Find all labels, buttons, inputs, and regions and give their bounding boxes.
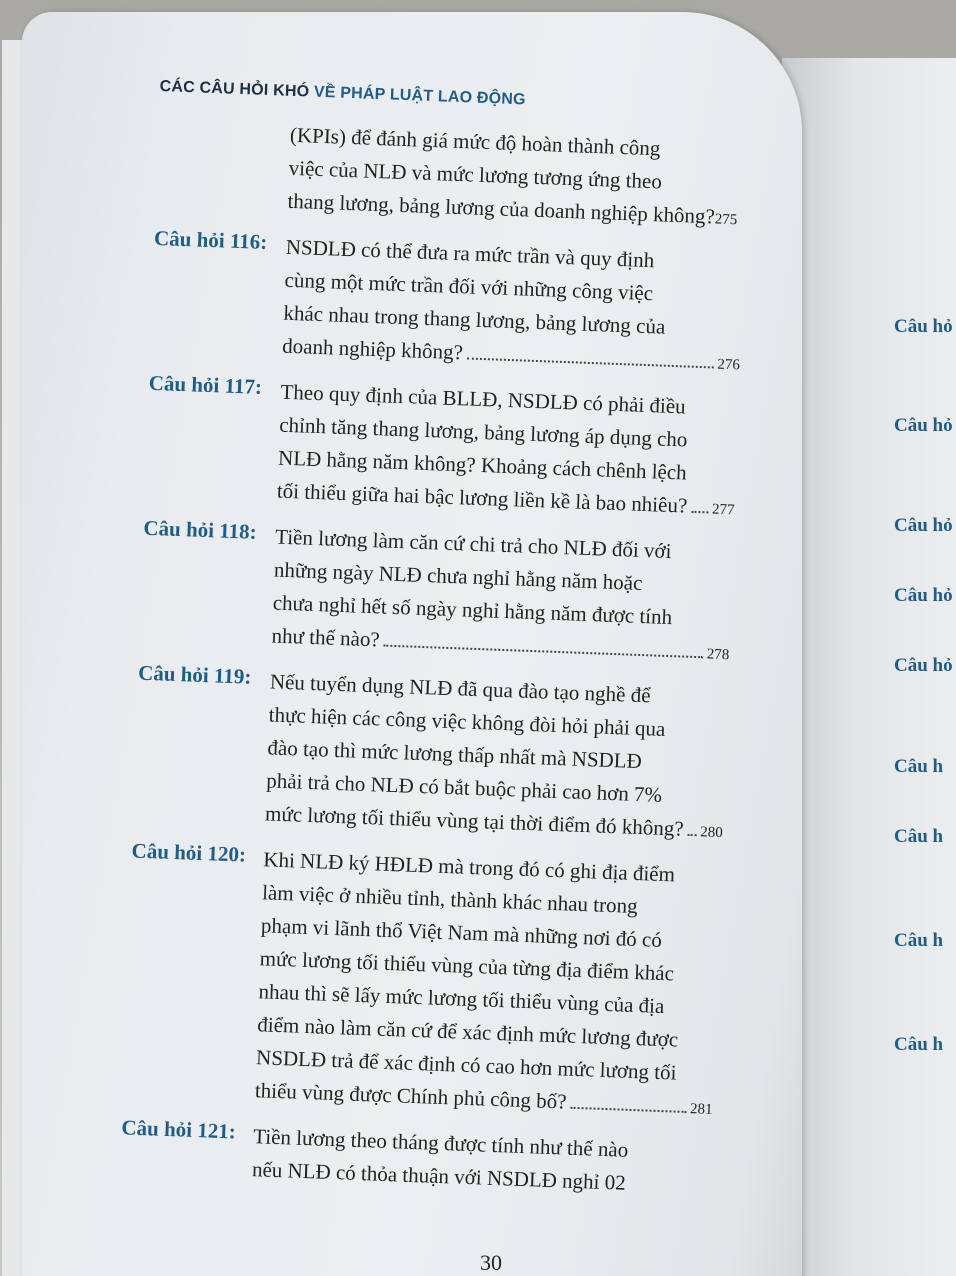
entry-line-text: như thế nào? (271, 623, 381, 652)
question-label: Câu hỏi 117: (148, 370, 263, 399)
entry-line: chưa nghỉ hết số ngày nghỉ hằng năm được tính (272, 590, 673, 630)
right-page-label: Câu hỏ (894, 655, 953, 676)
entry-line: Tiền lương theo tháng được tính như thế nào (252, 1124, 629, 1162)
entry-line-text: mức lương tối thiểu vùng tại thời điểm đó không? (264, 801, 685, 841)
right-page-label: Câu hỏ (894, 316, 953, 337)
entry-line: những ngày NLĐ chưa nghỉ hằng năm hoặc (273, 557, 643, 596)
dot-leader (570, 1107, 686, 1113)
entry-line: Nếu tuyển dụng NLĐ đã qua đào tạo nghề để (269, 669, 651, 708)
entry-line: chỉnh tăng thang lương, bảng lương áp dụng cho (278, 412, 688, 452)
entry-line: nhau thì sẽ lấy mức lương tối thiểu vùng của địa (258, 979, 665, 1019)
entry-line-text: thiểu vùng được Chính phủ công bố? (254, 1078, 567, 1114)
entry-line-text: doanh nghiệp không? (281, 333, 464, 365)
entry-page-ref: 278 (706, 646, 730, 664)
entry-line: NLĐ hằng năm không? Khoảng cách chênh lệch (277, 445, 688, 485)
toc-entry (132, 661, 778, 852)
right-page-label: Câu h (894, 826, 944, 847)
entry-page-ref: 276 (717, 356, 741, 374)
dot-leader (691, 511, 708, 514)
entry-line: thực hiện các công việc không đòi hỏi phải qua (268, 702, 666, 741)
entry-line: NSDLĐ có thể đưa ra mức trần và quy định (285, 234, 655, 273)
entry-line-text: thang lương, bảng lương của doanh nghiệp không? (287, 188, 716, 229)
right-page-label: Câu hỏ (894, 515, 953, 536)
question-label: Câu hỏi 119: (137, 660, 252, 689)
question-label: Câu hỏi 121: (121, 1115, 237, 1144)
entry-line: phạm vi lãnh thổ Việt Nam mà những nơi đó có (260, 913, 663, 952)
question-label: Câu hỏi 116: (153, 225, 268, 255)
right-page-label: Câu h (894, 1034, 944, 1055)
entry-line: việc của NLĐ và mức lương tương ứng theo (288, 155, 663, 194)
right-page-label: Câu h (894, 756, 944, 777)
entry-line: phải trả cho NLĐ có bắt buộc phải cao hơn 7% (265, 768, 663, 807)
toc-entry (144, 371, 789, 529)
entry-line: làm việc ở nhiều tỉnh, thành khác nhau trong (261, 880, 639, 919)
toc-entry (150, 226, 795, 384)
entry-line: NSDLĐ trả để xác định có cao hơn mức lương tối (255, 1045, 677, 1085)
entry-line: Tiền lương làm căn cứ chi trả cho NLĐ đối với (274, 524, 672, 564)
entry-line: Theo quy định của BLLĐ, NSDLĐ có phải điều (280, 379, 687, 419)
right-page-label: Câu hỏ (894, 415, 953, 436)
entry-line: mức lương tối thiểu vùng của từng địa điểm khác (259, 946, 675, 986)
entry-line: điểm nào làm căn cứ để xác định mức lương được (256, 1012, 679, 1052)
entry-page-ref: 281 (689, 1101, 713, 1118)
entry-line: nếu NLĐ có thỏa thuận với NSDLĐ nghỉ 02 (251, 1157, 627, 1195)
entry-page-ref: 277 (711, 501, 735, 519)
entry-page-ref: 275 (714, 211, 738, 229)
toc-entry (139, 516, 784, 674)
entry-line: (KPIs) để đánh giá mức độ hoàn thành công (289, 122, 661, 161)
toc-entry (122, 838, 771, 1128)
running-header-part2: VỀ PHÁP LUẬT LAO ĐỘNG (313, 83, 527, 109)
toc-entry (120, 1115, 762, 1204)
entry-page-ref: 280 (699, 824, 724, 842)
question-label: Câu hỏi 118: (143, 515, 258, 544)
dot-leader (467, 357, 714, 368)
running-header-part1: CÁC CÂU HỎI KHÓ (159, 78, 310, 101)
right-page-label: Câu hỏ (894, 585, 953, 606)
dot-leader (384, 645, 703, 659)
entry-line: cùng một mức trần đối với những công việc (284, 267, 654, 306)
toc-entry-continued (155, 114, 798, 239)
dot-leader (687, 834, 696, 836)
entry-line: khác nhau trong thang lương, bảng lương của (283, 300, 666, 339)
question-label: Câu hỏi 120: (131, 838, 247, 867)
entry-line: đào tạo thì mức lương thấp nhất mà NSDLĐ (267, 735, 643, 774)
entry-line-text: tối thiểu giữa hai bậc lương liền kề là bao nhiêu? (276, 478, 688, 518)
entry-line: Khi NLĐ ký HĐLĐ mà trong đó có ghi địa điểm (262, 847, 676, 887)
toc-content (119, 78, 799, 1215)
right-page (782, 58, 956, 1276)
page-number: 30 (480, 1250, 502, 1275)
right-page-label: Câu h (894, 930, 944, 951)
